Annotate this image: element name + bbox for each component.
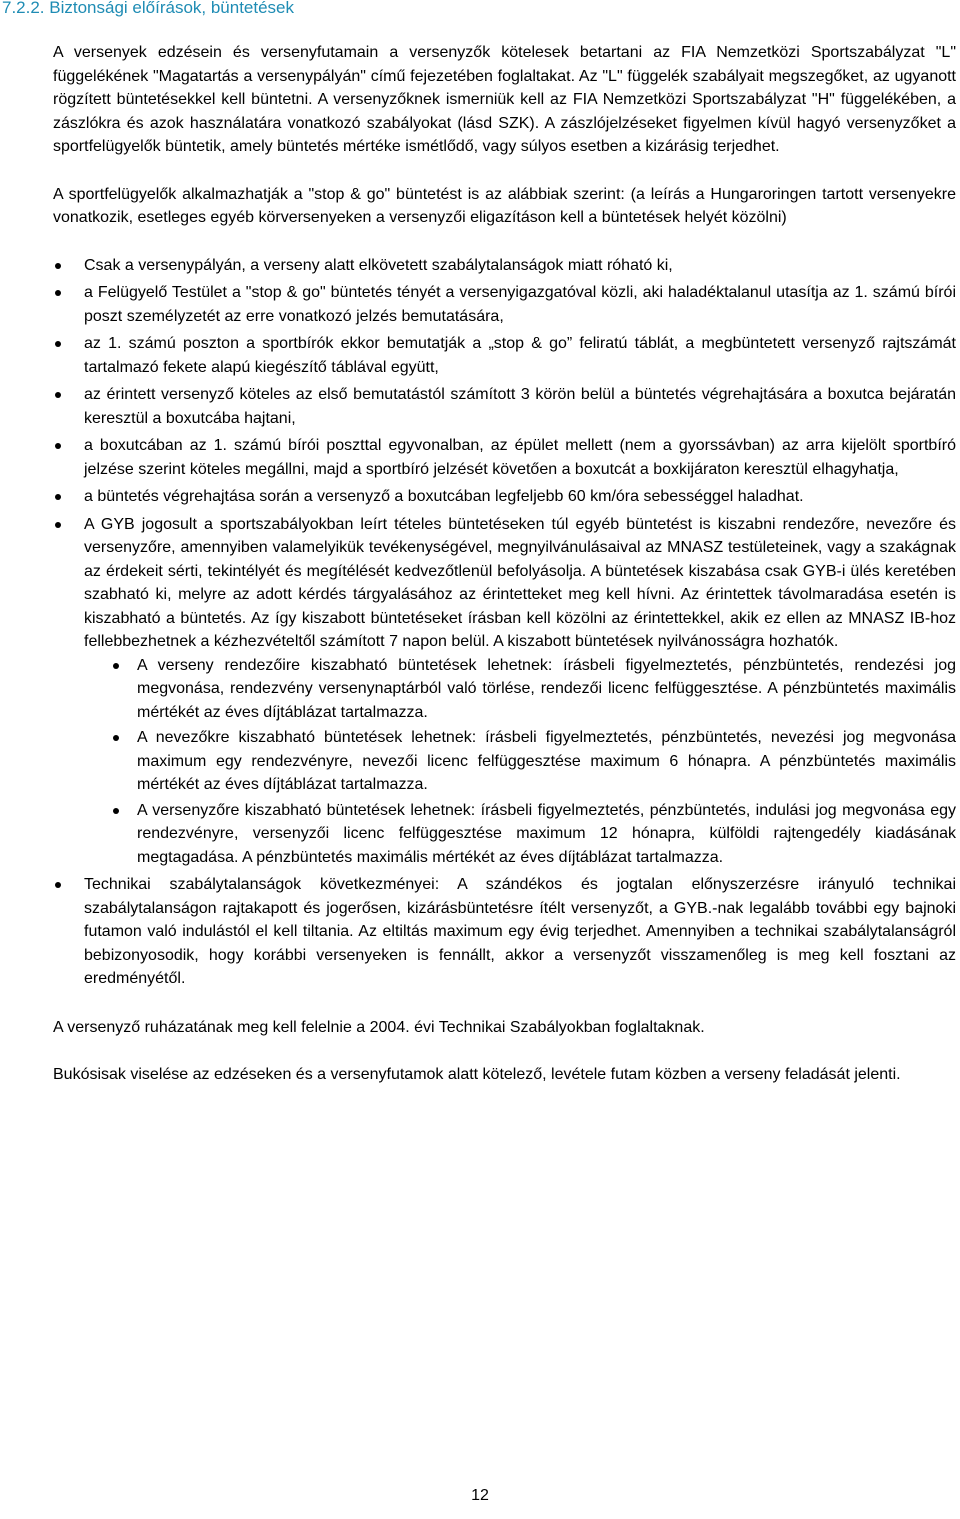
list-item: az 1. számú poszton a sportbírók ekkor bemutatják a „stop & go” feliratú táblát, a megbüntetett versenyző rajtszámát tartalmazó fekete alapú kiegészítő táblával együtt,	[53, 332, 956, 379]
sublist-item: A nevezőkre kiszabható büntetések lehetnek: írásbeli figyelmeztetés, pénzbüntetés, nevezési jog megvonása maximum egy rendezvényre, nevezői licenc felfüggesztése maximum 6 hónapra. A pénzbüntetés maximális mértékét az éves díjtáblázat tartalmazza.	[115, 726, 956, 797]
bullet-icon	[113, 663, 119, 669]
section-heading: 7.2.2. Biztonsági előírások, büntetések	[2, 0, 295, 17]
bullet-icon	[55, 290, 61, 296]
paragraph-stop-and-go: A sportfelügyelők alkalmazhatják a "stop & go" büntetést is az alábbiak szerint: (a leírás a Hungaroringen tartott versenyekre vonatkozik, esetleges egyéb körversenyeken a versenyzői eligazításon kell a büntetések helyét közölni)	[53, 185, 956, 226]
paragraph-regulations: A versenyek edzésein és versenyfutamain a versenyzők kötelesek betartani az FIA Nemzetközi Sportszabályzat "L" függelékének "Magatartás a versenypályán" című fejezetében foglaltakat. Az "L" függelék szabályait megszegőket, az ugyanott rögzített büntetésekkel kell büntetni. A versenyzőknek ismerniük kell az FIA Nemzetközi Sportszabályzat "H" függelékében, a zászlókra és azok használatára vonatkozó szabályokat (lásd SZK). A zászlójelzéseket figyelmen kívül hagyó versenyzőket a sportfelügyelők büntetik, amely büntetés mértéke ismétlődő, vagy súlyos esetben a kizárásig terjedhet.	[53, 44, 956, 155]
document-body	[53, 41, 956, 1087]
list-item: a büntetés végrehajtása során a versenyző a boxutcában legfeljebb 60 km/óra sebességgel haladhat.	[53, 485, 956, 509]
sublist-item: A verseny rendezőire kiszabható büntetések lehetnek: írásbeli figyelmeztetés, pénzbüntetés, rendezési jog megvonása, rendezvény versenynaptárból való törlése, rendezői licenc felfüggesztése. A pénzbüntetés maximális mértékét az éves díjtáblázat tartalmazza.	[115, 654, 956, 725]
bullet-icon	[113, 735, 119, 741]
paragraph-clothing: A versenyző ruházatának meg kell felelnie a 2004. évi Technikai Szabályokban foglaltaknak.	[53, 1018, 705, 1036]
bullet-icon	[55, 494, 61, 500]
bullet-icon	[55, 392, 61, 398]
list-item: a Felügyelő Testület a "stop & go" büntetés tényét a versenyigazgatóval közli, aki haladéktalanul utasítja az 1. számú bírói poszt személyzetét az erre vonatkozó jelzés bemutatására,	[53, 281, 956, 328]
bullet-icon	[55, 341, 61, 347]
list-item: Csak a versenypályán, a verseny alatt elkövetett szabálytalanságok miatt róható ki,	[53, 254, 956, 278]
bullet-icon	[55, 522, 61, 528]
bullet-icon	[55, 443, 61, 449]
list-item: Technikai szabálytalanságok következményei: A szándékos és jogtalan előnyszerzésre irányuló technikai szabálytalanságon rajtakapott és jogerősen, kizárásbüntetésre ítélt versenyzőt, a GYB.-nak legalább további egy bajnoki futamon való indulástól el kell tiltania. Az eltiltás maximum egy évig terjedhet. Amennyiben a technikai szabálytalanságról bebizonyosodik, hogy korábbi versenyeken is fennállt, akkor a versenyzőt visszamenőleg is meg kell fosztani az eredményétől.	[53, 873, 956, 991]
bullet-icon	[113, 808, 119, 814]
list-item: az érintett versenyző köteles az első bemutatástól számított 3 körön belül a büntetés végrehajtására a boxutca bejáratán keresztül a boxutcába hajtani,	[53, 383, 956, 430]
bullet-icon	[55, 263, 61, 269]
sublist-item: A versenyzőre kiszabható büntetések lehetnek: írásbeli figyelmeztetés, pénzbüntetés, indulási jog megvonása egy rendezvényre, versenyzői licenc felfüggesztése maximum 12 hónapra, külföldi rajtengedély kiadásának megtagadása. A pénzbüntetés maximális mértékét az éves díjtáblázat tartalmazza.	[115, 799, 956, 870]
list-item: A GYB jogosult a sportszabályokban leírt tételes büntetéseken túl egyéb büntetést is kiszabni rendezőre, nevezőre és versenyzőre, amennyiben valamelyikük tevékenységével, megnyilvánulásaival az MNASZ testületeinek, vagy a szakágnak az érdekeit sérti, tekintélyét és megítélését kedvezőtlenül befolyásolja. A büntetések kiszabása csak GYB-i ülés keretében szabható ki, melyre az adott kérdés tárgyalásához az érintetteket meg kell hívni. Az érintettek távolmaradása esetén is kiszabható a büntetés. Az így kiszabott büntetéseket írásban kell közölni az érintettekkel, akik ez ellen az MNASZ IB-hoz fellebbezhetnek a kézhezvételtől számított 7 napon belül. A kiszabott büntetések nyilvánosságra hozhatók. A verseny rendezőire kiszabható büntetések lehetnek: írásbeli figyelmeztetés, pénzbüntetés, rendezési jog megvonása, rendezvény versenynaptárból való törlése, rendezői licenc felfüggesztése. A pénzbüntetés maximális mértékét az éves díjtáblázat tartalmazza. A nevezőkre kiszabható büntetések lehetnek: írásbeli figyelmeztetés, pénzbüntetés, nevezési jog megvonása maximum egy rendezvényre, nevezői licenc felfüggesztése maximum 6 hónapra. A pénzbüntetés maximális mértékét az éves díjtáblázat tartalmazza. A versenyzőre kiszabható büntetések lehetnek: írásbeli figyelmeztetés, pénzbüntetés, indulási jog megvonása egy rendezvényre, versenyzői licenc felfüggesztése maximum 12 hónapra, külföldi rajtengedély kiadásának megtagadása. A pénzbüntetés maximális mértékét az éves díjtáblázat tartalmazza.	[53, 513, 956, 870]
paragraph-helmet: Bukósisak viselése az edzéseken és a versenyfutamok alatt kötelező, levétele futam közben a verseny feladását jelenti.	[53, 1066, 901, 1083]
penalty-list	[53, 254, 956, 991]
list-item: a boxutcában az 1. számú bírói poszttal egyvonalban, az épület mellett (nem a gyorssávban) az arra kijelölt sportbíró jelzése szerint köteles megállni, majd a sportbíró jelzését követően a boxutcát a boxkijáraton keresztül elhagyhatja,	[53, 434, 956, 481]
penalty-sublist	[115, 654, 956, 870]
page-number: 12	[471, 1487, 489, 1504]
bullet-icon	[55, 882, 61, 888]
